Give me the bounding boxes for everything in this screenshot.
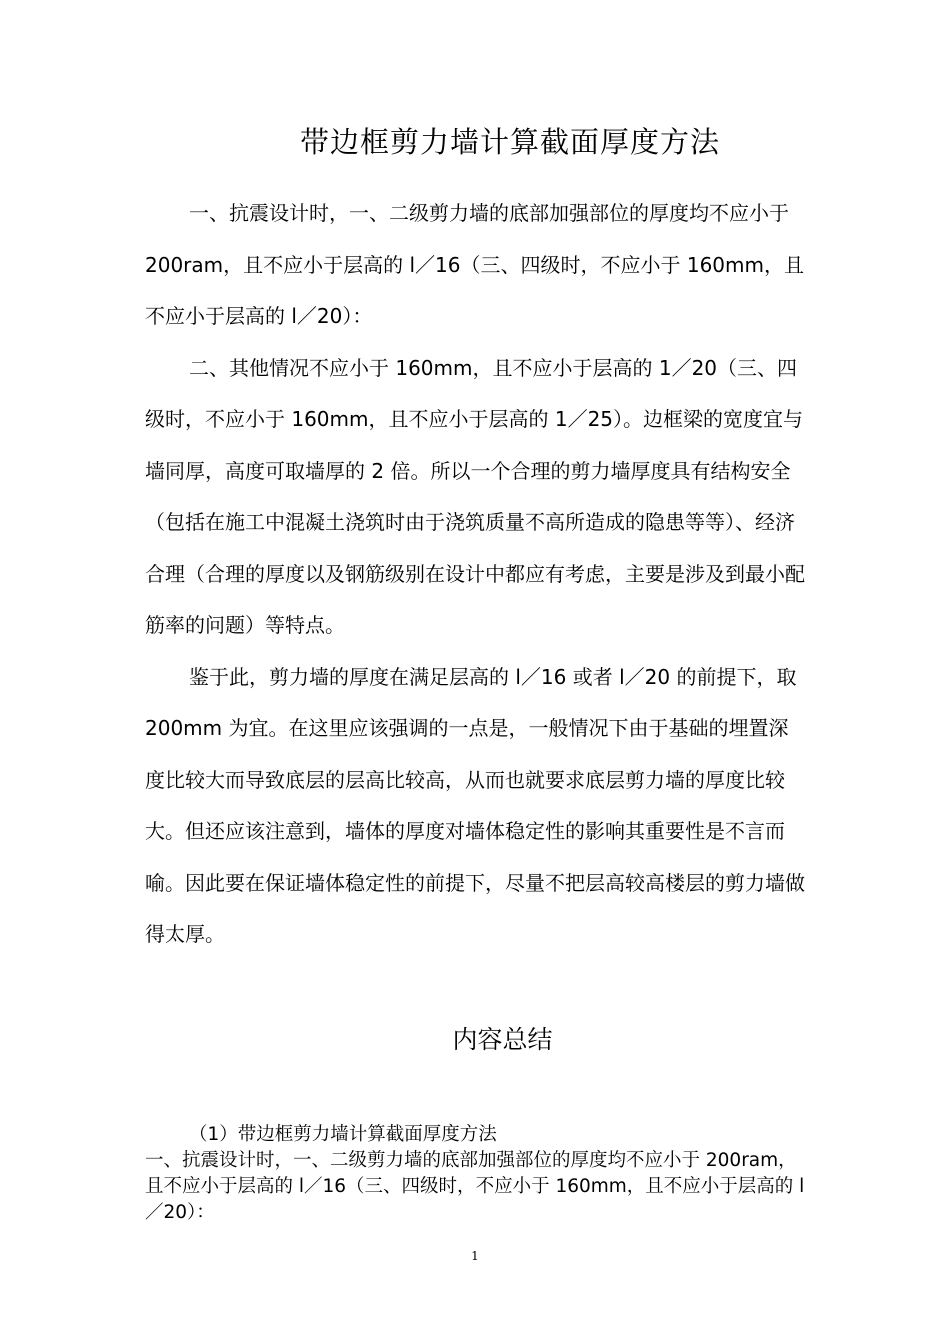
paragraph-seismic-design: 一、抗震设计时，一、二级剪力墙的底部加强部位的厚度均不应小于 200ram，且不应小于层高的 l／16（三、四级时，不应小于 160mm，且不应小于层高的 l／20）： (145, 201, 804, 328)
summary-item-title: （1）带边框剪力墙计算截面厚度方法 (189, 1124, 497, 1145)
document-title: 带边框剪力墙计算截面厚度方法 (299, 125, 720, 159)
summary-body (145, 1122, 807, 1226)
paragraph-other-cases: 二、其他情况不应小于 160mm，且不应小于层高的 1／20（三、四级时，不应小于 160mm，且不应小于层高的 1／25）。边框梁的宽度宜与墙同厚，高度可取墙厚的 2 倍。所以一个合理的剪力墙厚度具有结构安全（包括在施工中混凝土浇筑时由于浇筑质量不高所造成的隐患等等）、经济合理（合理的厚度以及钢筋级别在设计中都应有考虑，主要是涉及到最小配筋率的问题）等特点。 (145, 355, 805, 637)
document-body (145, 188, 807, 961)
summary-heading: 内容总结 (452, 1025, 553, 1054)
page-number: 1 (471, 1249, 479, 1263)
paragraph-conclusion: 鉴于此，剪力墙的厚度在满足层高的 l／16 或者 l／20 的前提下，取 200mm 为宜。在这里应该强调的一点是，一般情况下由于基础的埋置深度比较大而导致底层的层高比较高，从而也就要求底层剪力墙的厚度比较大。但还应该注意到，墙体的厚度对墙体稳定性的影响其重要性是不言而喻。因此要在保证墙体稳定性的前提下，尽量不把层高较高楼层的剪力墙做得太厚。 (145, 664, 805, 946)
summary-item-text: 一、抗震设计时，一、二级剪力墙的底部加强部位的厚度均不应小于 200ram，且不应小于层高的 l／16（三、四级时，不应小于 160mm，且不应小于层高的 l／20）： (145, 1150, 805, 1223)
